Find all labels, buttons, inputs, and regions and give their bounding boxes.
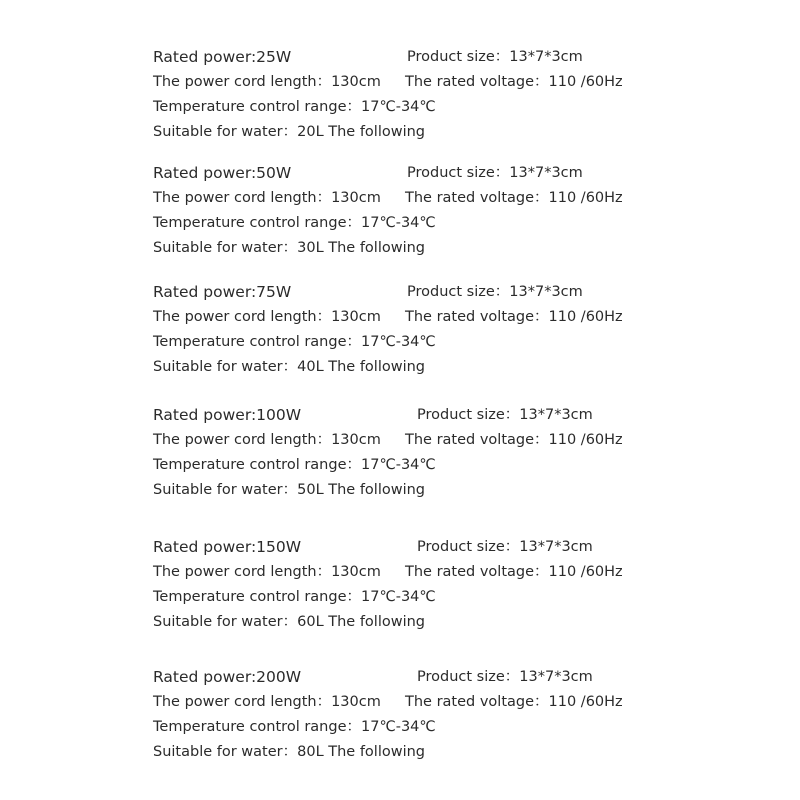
cord-length: The power cord length：130cm [153, 74, 381, 90]
cord-length: The power cord length：130cm [153, 190, 381, 206]
rated-voltage: The rated voltage：110 /60Hz [405, 564, 623, 580]
product-size: Product size：13*7*3cm [417, 539, 593, 555]
water-row [153, 740, 713, 765]
rated-voltage: The rated voltage：110 /60Hz [405, 74, 623, 90]
title-row [153, 280, 713, 305]
cord-voltage-row [153, 690, 713, 715]
temperature-range: Temperature control range：17℃-34℃ [153, 457, 436, 473]
suitable-water: Suitable for water：30L The following [153, 240, 426, 256]
temp-row [153, 453, 713, 478]
temp-row [153, 715, 713, 740]
water-row [153, 355, 713, 380]
water-row [153, 478, 713, 503]
title-row [153, 665, 713, 690]
rated-power: Rated power:200W [153, 668, 302, 686]
spec-block-50w [153, 161, 713, 261]
rated-power: Rated power:100W [153, 406, 302, 424]
temperature-range: Temperature control range：17℃-34℃ [153, 334, 436, 350]
temperature-range: Temperature control range：17℃-34℃ [153, 215, 436, 231]
spec-block-75w [153, 280, 713, 380]
title-row [153, 535, 713, 560]
title-row [153, 161, 713, 186]
product-size: Product size：13*7*3cm [407, 49, 583, 65]
spec-block-150w [153, 535, 713, 635]
rated-voltage: The rated voltage：110 /60Hz [405, 694, 623, 710]
temp-row [153, 585, 713, 610]
water-row [153, 236, 713, 261]
temp-row [153, 211, 713, 236]
cord-length: The power cord length：130cm [153, 432, 381, 448]
cord-voltage-row [153, 428, 713, 453]
product-size: Product size：13*7*3cm [407, 284, 583, 300]
cord-voltage-row [153, 305, 713, 330]
rated-power: Rated power:50W [153, 164, 292, 182]
suitable-water: Suitable for water：40L The following [153, 359, 426, 375]
title-row [153, 403, 713, 428]
temperature-range: Temperature control range：17℃-34℃ [153, 719, 436, 735]
cord-length: The power cord length：130cm [153, 309, 381, 325]
cord-length: The power cord length：130cm [153, 564, 381, 580]
temp-row [153, 330, 713, 355]
spec-block-200w [153, 665, 713, 765]
water-row [153, 610, 713, 635]
product-size: Product size：13*7*3cm [417, 669, 593, 685]
title-row [153, 45, 713, 70]
cord-voltage-row [153, 186, 713, 211]
temp-row [153, 95, 713, 120]
product-size: Product size：13*7*3cm [407, 165, 583, 181]
cord-length: The power cord length：130cm [153, 694, 381, 710]
cord-voltage-row [153, 560, 713, 585]
water-row [153, 120, 713, 145]
rated-power: Rated power:25W [153, 48, 292, 66]
rated-voltage: The rated voltage：110 /60Hz [405, 432, 623, 448]
suitable-water: Suitable for water：20L The following [153, 124, 426, 140]
suitable-water: Suitable for water：50L The following [153, 482, 426, 498]
spec-block-100w [153, 403, 713, 503]
rated-power: Rated power:75W [153, 283, 292, 301]
temperature-range: Temperature control range：17℃-34℃ [153, 99, 436, 115]
rated-power: Rated power:150W [153, 538, 302, 556]
cord-voltage-row [153, 70, 713, 95]
spec-block-25w [153, 45, 713, 145]
suitable-water: Suitable for water：80L The following [153, 744, 426, 760]
rated-voltage: The rated voltage：110 /60Hz [405, 190, 623, 206]
temperature-range: Temperature control range：17℃-34℃ [153, 589, 436, 605]
product-size: Product size：13*7*3cm [417, 407, 593, 423]
suitable-water: Suitable for water：60L The following [153, 614, 426, 630]
rated-voltage: The rated voltage：110 /60Hz [405, 309, 623, 325]
